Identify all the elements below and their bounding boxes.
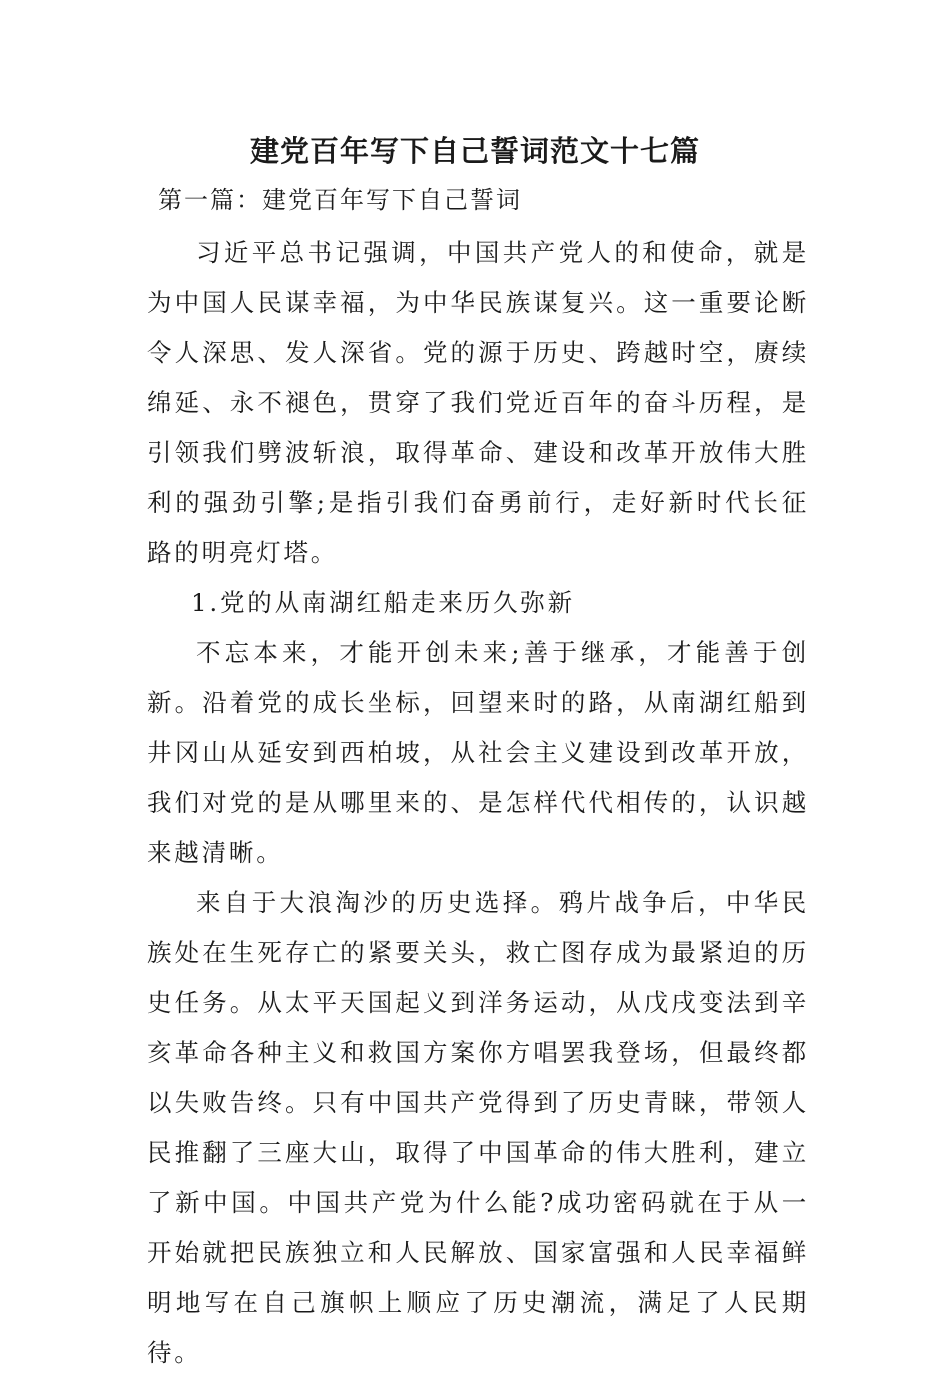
paragraph-history: 来自于大浪淘沙的历史选择。鸦片战争后，中华民族处在生死存亡的紧要关头，救亡图存成为最紧迫的历史任务。从太平天国起义到洋务运动，从戊戌变法到辛亥革命各种主义和救国方案你方唱罢我登场，但最终都以失败告终。只有中国共产党得到了历史青睐，带领人民推翻了三座大山，取得了中国革命的伟大胜利，建立了新中国。中国共产党为什么能?成功密码就在于从一开始就把民族独立和人民解放、国家富强和人民幸福鲜明地写在自己旗帜上顺应了历史潮流，满足了人民期待。 (147, 888, 809, 1367)
document-title: 建党百年写下自己誓词范文十七篇 (249, 134, 700, 168)
section-heading: 第一篇：建党百年写下自己誓词 (158, 186, 522, 214)
subheading-1: 1.党的从南湖红船走来历久弥新 (191, 588, 575, 617)
paragraph-intro: 习近平总书记强调，中国共产党人的和使命，就是为中国人民谋幸福，为中华民族谋复兴。这一重要论断令人深思、发人深省。党的源于历史、跨越时空，赓续绵延、永不褪色，贯穿了我们党近百年的奋斗历程，是引领我们劈波斩浪，取得革命、建设和改革开放伟大胜利的强劲引擎;是指引我们奋勇前行，走好新时代长征路的明亮灯塔。 (147, 238, 809, 567)
paragraph-origin: 不忘本来，才能开创未来;善于继承，才能善于创新。沿着党的成长坐标，回望来时的路，从南湖红船到井冈山从延安到西柏坡，从社会主义建设到改革开放，我们对党的是从哪里来的、是怎样代代相传的，认识越来越清晰。 (147, 638, 809, 867)
document-body (147, 228, 809, 1378)
